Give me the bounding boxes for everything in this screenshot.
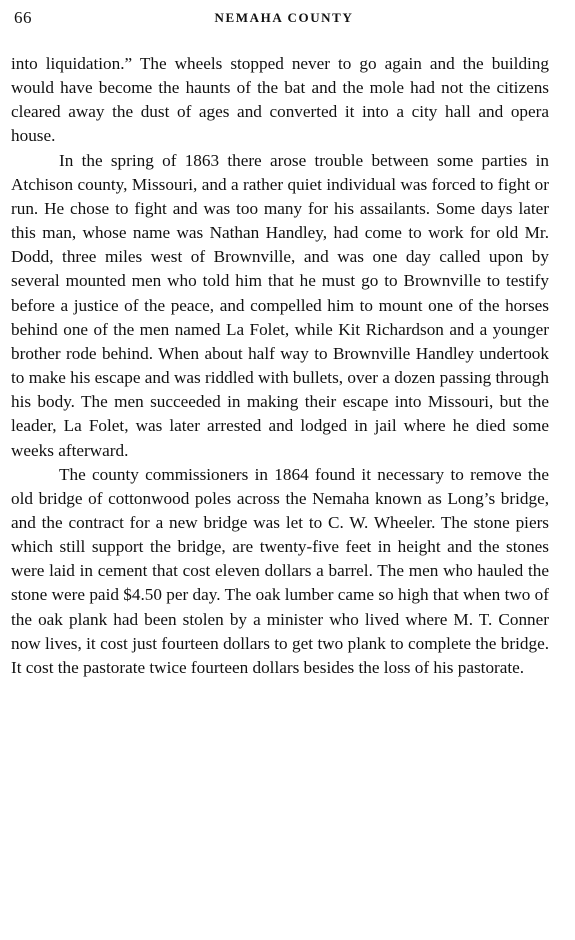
paragraph-continuation: into liquidation.” The wheels stopped never to go again and the building would have become the haunts of the bat and the mole had not the citizens cleared away the dust of ages and converted it into a city hall and opera house.: [11, 54, 549, 146]
body-text: [11, 52, 549, 680]
paragraph-handley-incident: In the spring of 1863 there arose trouble between some parties in Atchison county, Missouri, and a rather quiet individual was forced to fight or run. He chose to fight and was too many for his assailants. Some days later this man, whose name was Nathan Handley, had come to work for old Mr. Dodd, three miles west of Brownville, and was one day called upon by several mounted men who told him that he must go to Brownville to testify before a justice of the peace, and compelled him to mount one of the horses behind one of the men named La Folet, while Kit Richardson and a younger brother rode behind. When about half way to Brownville Handley undertook to make his escape and was riddled with bullets, over a dozen passing through his body. The men succeeded in making their escape into Missouri, but the leader, La Folet, was later arrested and lodged in jail where he died some weeks afterward.: [11, 150, 549, 460]
page-number: 66: [14, 8, 32, 27]
paragraph-longs-bridge: The county commissioners in 1864 found it necessary to remove the old bridge of cottonwood poles across the Nemaha known as Long’s bridge, and the contract for a new bridge was let to C. W. Wheeler. The stone piers which still support the bridge, are twenty-five feet in height and the stones were laid in cement that cost eleven dollars a barrel. The men who hauled the stone were paid $4.50 per day. The oak lumber came so high that when two of the oak plank had been stolen by a minister who lived where M. T. Conner now lives, it cost just fourteen dollars to get two plank to complete the bridge. It cost the pastorate twice fourteen dollars besides the loss of his pastorate.: [11, 464, 549, 677]
running-title: NEMAHA COUNTY: [214, 10, 354, 25]
page-header: [10, 8, 558, 30]
